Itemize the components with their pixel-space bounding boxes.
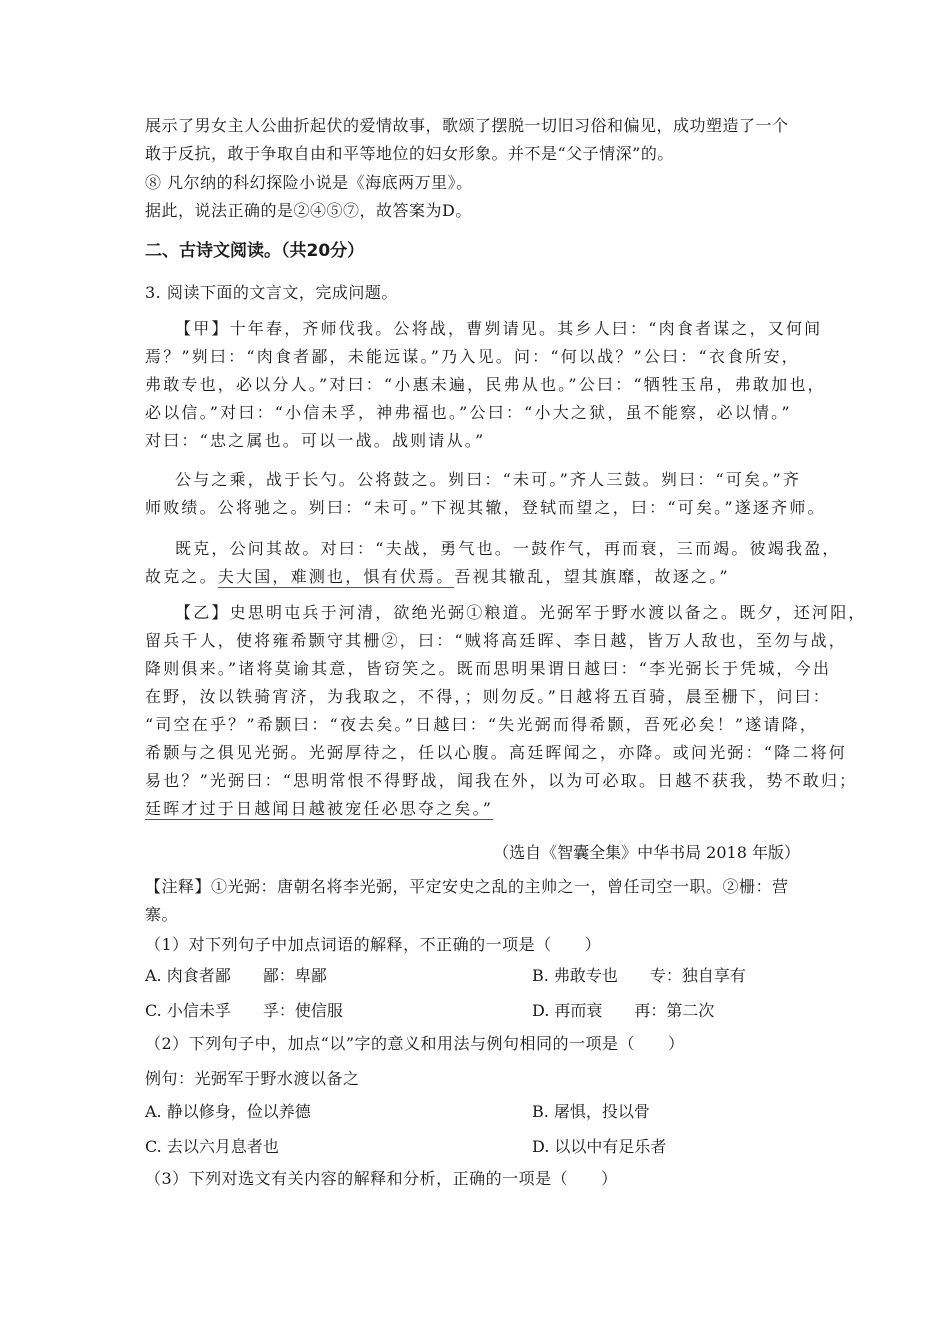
classical-text-line: 对曰：“忠之属也。可以一战。战则请从。” <box>145 431 486 450</box>
classical-text-line: 易也？”光弼曰：“思明常恨不得野战，闻我在外，以为可必取。日越不获我，势不敢归； <box>145 771 858 790</box>
text-line: 敢于反抗，敢于争取自由和平等地位的妇女形象。并不是“父子情深”的。 <box>145 144 674 163</box>
classical-text-line: 必以信。”对曰：“小信未孚，神弗福也。”公曰：“小大之狱，虽不能察，必以情。” <box>145 403 792 422</box>
classical-text-line: 在野，汝以铁骑宵济，为我取之，不得，；则勿反。”日越将五百骑，晨至栅下，问曰： <box>145 687 831 706</box>
classical-text-line: 降则俱来。”诸将莫谕其意，皆窃笑之。既而思明果谓日越曰：“李光弼长于凭城，今出 <box>145 659 832 678</box>
classical-text-line: 师败绩。公将驰之。刿曰：“未可。”下视其辙，登轼而望之，曰：“可矣。”遂逐齐师。 <box>145 498 826 517</box>
option-a[interactable]: A. 静以修身，俭以养德 <box>145 1102 311 1121</box>
annotation-line: 寨。 <box>145 905 179 924</box>
text-line: 展示了男女主人公曲折起伏的爱情故事，歌颂了摆脱一切旧习俗和偏见，成功塑造了一个 <box>145 116 789 135</box>
classical-text-line: “司空在乎？”希颢曰：“夜去矣。”日越曰：“失光弼而得希颢，吾死必矣！”遂请降， <box>145 715 819 734</box>
classical-text-line: 【乙】史思明屯兵于河清，欲绝光弼①粮道。光弼军于野水渡以备之。既夕，还河阳， <box>175 603 867 622</box>
classical-text-line: 焉？”刿曰：“肉食者鄙，未能远谋。”乃入见。问：“何以战？”公曰：“衣食所安， <box>145 347 800 366</box>
section-heading: 二、古诗文阅读。（共20分） <box>145 241 365 261</box>
option-c[interactable]: C. 小信未孚 孚：使信服 <box>145 1001 343 1020</box>
classical-text-line: 故克之。夫大国，难测也，惧有伏焉。吾视其辙乱，望其旗靡，故逐之。” <box>145 567 730 586</box>
option-c[interactable]: C. 去以六月息者也 <box>145 1137 279 1156</box>
underlined-sentence: 廷晖才过于日越闻日越被宠任必思夺之矣。” <box>145 799 494 818</box>
question-stem: （3）下列对选文有关内容的解释和分析，正确的一项是（ ） <box>145 1169 618 1188</box>
question-3-title: 3. 阅读下面的文言文，完成问题。 <box>145 283 398 302</box>
classical-text-line: 公与之乘，战于长勺。公将鼓之。刿曰：“未可。”齐人三鼓。刿曰：“可矣。”齐 <box>175 470 802 489</box>
classical-text-line <box>145 798 493 820</box>
classical-text-line: 弗敢专也，必以分人。”对曰：“小惠未遍，民弗从也。”公曰：“牺牲玉帛，弗敢加也， <box>145 375 826 394</box>
annotation-line: 【注释】①光弼：唐朝名将李光弼，平定安史之乱的主帅之一，曾任司空一职。②栅：营 <box>145 877 789 896</box>
underlined-sentence: 夫大国，难测也，惧有伏焉。 <box>217 567 455 586</box>
example-sentence: 例句：光弼军于野水渡以备之 <box>145 1069 360 1088</box>
question-stem: （1）对下列句子中加点词语的解释，不正确的一项是（ ） <box>145 935 602 954</box>
text-line: ⑧ 凡尔纳的科幻探险小说是《海底两万里》。 <box>145 173 473 192</box>
option-b[interactable]: B. 屠惧，投以骨 <box>532 1102 650 1121</box>
source-citation: （选自《智囊全集》中华书局 2018 年版） <box>493 843 800 862</box>
option-a[interactable]: A. 肉食者鄙 鄙：卑鄙 <box>145 966 327 985</box>
classical-text-line: 【甲】十年春，齐师伐我。公将战，曹刿请见。其乡人曰：“肉食者谋之，又何间 <box>175 319 823 338</box>
option-d[interactable]: D. 以以中有足乐者 <box>532 1137 667 1156</box>
classical-text-line: 既克，公问其故。对曰：“夫战，勇气也。一鼓作气，再而衰，三而竭。彼竭我盈， <box>175 539 841 558</box>
classical-text-line: 希颢与之俱见光弼。光弼厚待之，任以心腹。高廷晖闻之，亦降。或问光弼：“降二将何 <box>145 743 847 762</box>
option-d[interactable]: D. 再而衰 再：第二次 <box>532 1001 715 1020</box>
text-line: 据此，说法正确的是②④⑤⑦，故答案为D。 <box>145 201 472 220</box>
question-stem: （2）下列句子中，加点“以”字的意义和用法与例句相同的一项是（ ） <box>145 1034 685 1053</box>
option-b[interactable]: B. 弗敢专也 专：独自享有 <box>532 966 746 985</box>
classical-text-line: 留兵千人，使将雍希颢守其栅②，曰：“贼将高廷晖、李日越，皆万人敌也，至勿与战， <box>145 631 847 650</box>
